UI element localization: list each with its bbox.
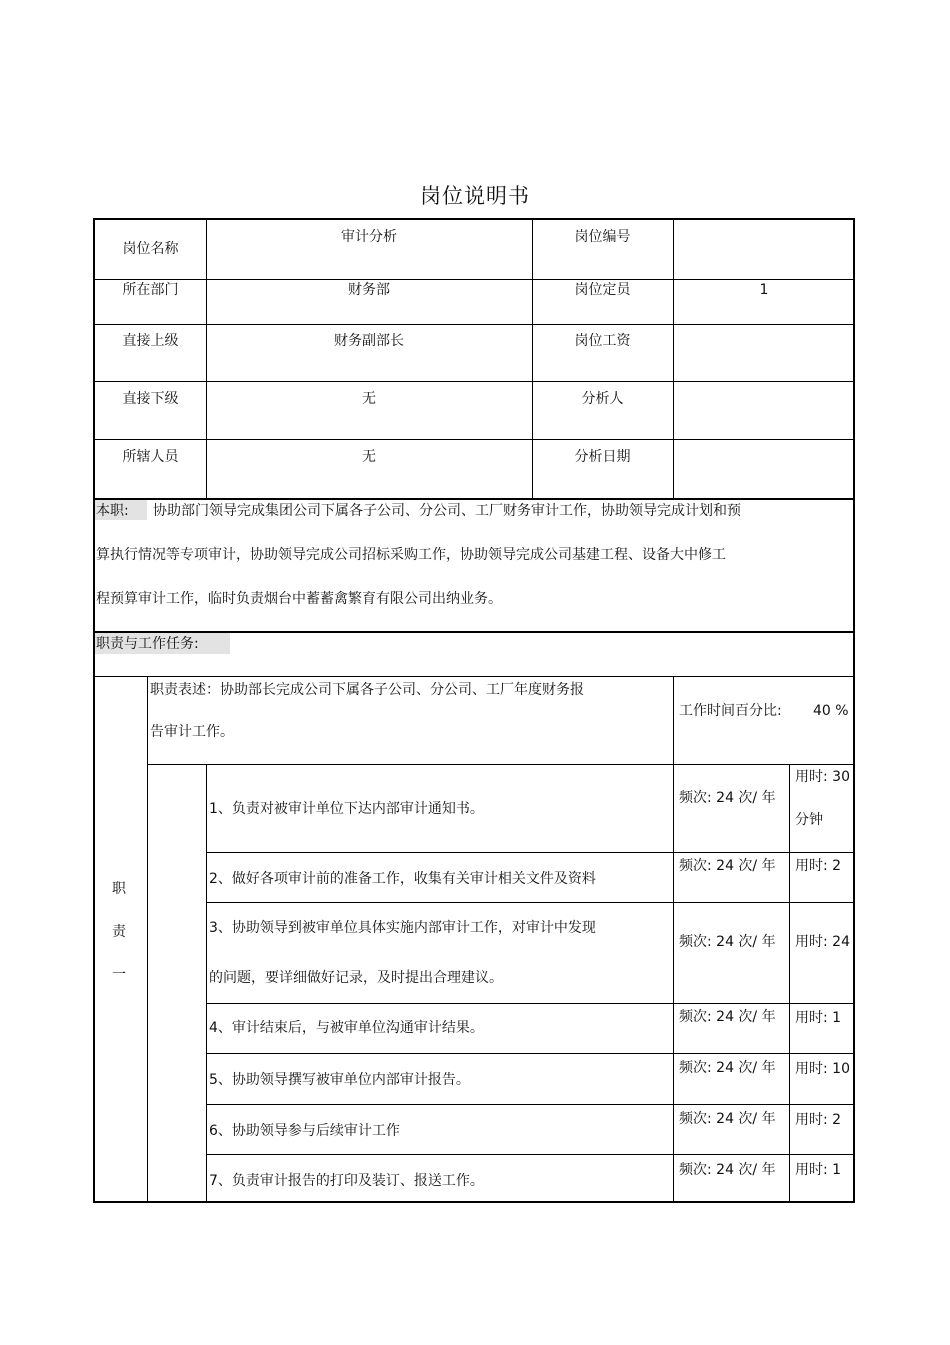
task-text: 1、负责对被审计单位下达内部审计通知书。	[209, 801, 484, 817]
subordinate-label: 直接下级	[122, 391, 179, 407]
duty-description-line1: 职责表述：协助部长完成公司下属各子公司、分公司、工厂年度财务报	[150, 682, 584, 698]
task-duration: 用时: 30	[795, 769, 850, 785]
position-no-label: 岗位编号	[574, 229, 631, 245]
task-duration: 用时: 10	[795, 1061, 850, 1077]
duty-summary-line1: 协助部门领导完成集团公司下属各子公司、分公司、工厂财务审计工作，协助领导完成计划和预	[153, 503, 741, 519]
task-text: 4、审计结束后，与被审单位沟通审计结果。	[209, 1020, 484, 1036]
task-text: 5、协助领导撰写被审单位内部审计报告。	[209, 1072, 470, 1088]
time-percent-label: 工作时间百分比:	[679, 703, 782, 719]
task-frequency: 频次: 24 次/ 年	[679, 790, 776, 806]
department-label: 所在部门	[122, 282, 179, 298]
headcount-label: 岗位定员	[574, 282, 631, 298]
task-text-continued: 的问题，要详细做好记录，及时提出合理建议。	[209, 970, 503, 986]
job-description-table	[93, 218, 855, 1203]
task-duration: 用时: 2	[795, 858, 842, 874]
duty-description-line2: 告审计工作。	[150, 724, 234, 740]
subordinate-value: 无	[362, 391, 376, 407]
task-duration-unit: 分钟	[795, 812, 823, 828]
date-label: 分析日期	[574, 449, 631, 465]
duty-side-char: 责	[112, 924, 126, 940]
duty-side-char: 一	[112, 967, 126, 983]
task-duration: 用时: 24	[795, 934, 850, 950]
task-frequency: 频次: 24 次/ 年	[679, 1060, 776, 1076]
position-name-label: 岗位名称	[122, 241, 179, 257]
task-duration: 用时: 1	[795, 1010, 842, 1026]
task-duration: 用时: 2	[795, 1112, 842, 1128]
time-percent-value: 40 %	[813, 703, 849, 719]
page-title: 岗位说明书	[420, 184, 530, 208]
headcount-value: 1	[759, 282, 769, 298]
task-duration: 用时: 1	[795, 1162, 842, 1178]
task-frequency: 频次: 24 次/ 年	[679, 934, 776, 950]
task-frequency: 频次: 24 次/ 年	[679, 858, 776, 874]
task-frequency: 频次: 24 次/ 年	[679, 1009, 776, 1025]
department-value: 财务部	[348, 282, 390, 298]
task-text: 6、协助领导参与后续审计工作	[209, 1123, 400, 1139]
duty-side-char: 职	[112, 881, 126, 897]
duty-summary-line3: 程预算审计工作，临时负责烟台中蓄蓄禽繁育有限公司出纳业务。	[96, 591, 502, 607]
task-text: 7、负责审计报告的打印及装订、报送工作。	[209, 1173, 484, 1189]
staff-label: 所辖人员	[122, 449, 179, 465]
task-text: 2、做好各项审计前的准备工作，收集有关审计相关文件及资料	[209, 871, 596, 887]
superior-value: 财务副部长	[334, 333, 404, 349]
superior-label: 直接上级	[122, 333, 179, 349]
duty-summary-label: 本职:	[96, 503, 129, 519]
tasks-label: 职责与工作任务:	[96, 636, 199, 652]
task-frequency: 频次: 24 次/ 年	[679, 1111, 776, 1127]
duty-summary-line2: 算执行情况等专项审计，协助领导完成公司招标采购工作，协助领导完成公司基建工程、设备大中修工	[96, 547, 726, 563]
analyst-label: 分析人	[581, 391, 624, 407]
salary-label: 岗位工资	[574, 333, 631, 349]
staff-value: 无	[362, 449, 376, 465]
task-frequency: 频次: 24 次/ 年	[679, 1162, 776, 1178]
task-text: 3、协助领导到被审单位具体实施内部审计工作，对审计中发现	[209, 920, 596, 936]
position-name-value: 审计分析	[341, 229, 397, 245]
